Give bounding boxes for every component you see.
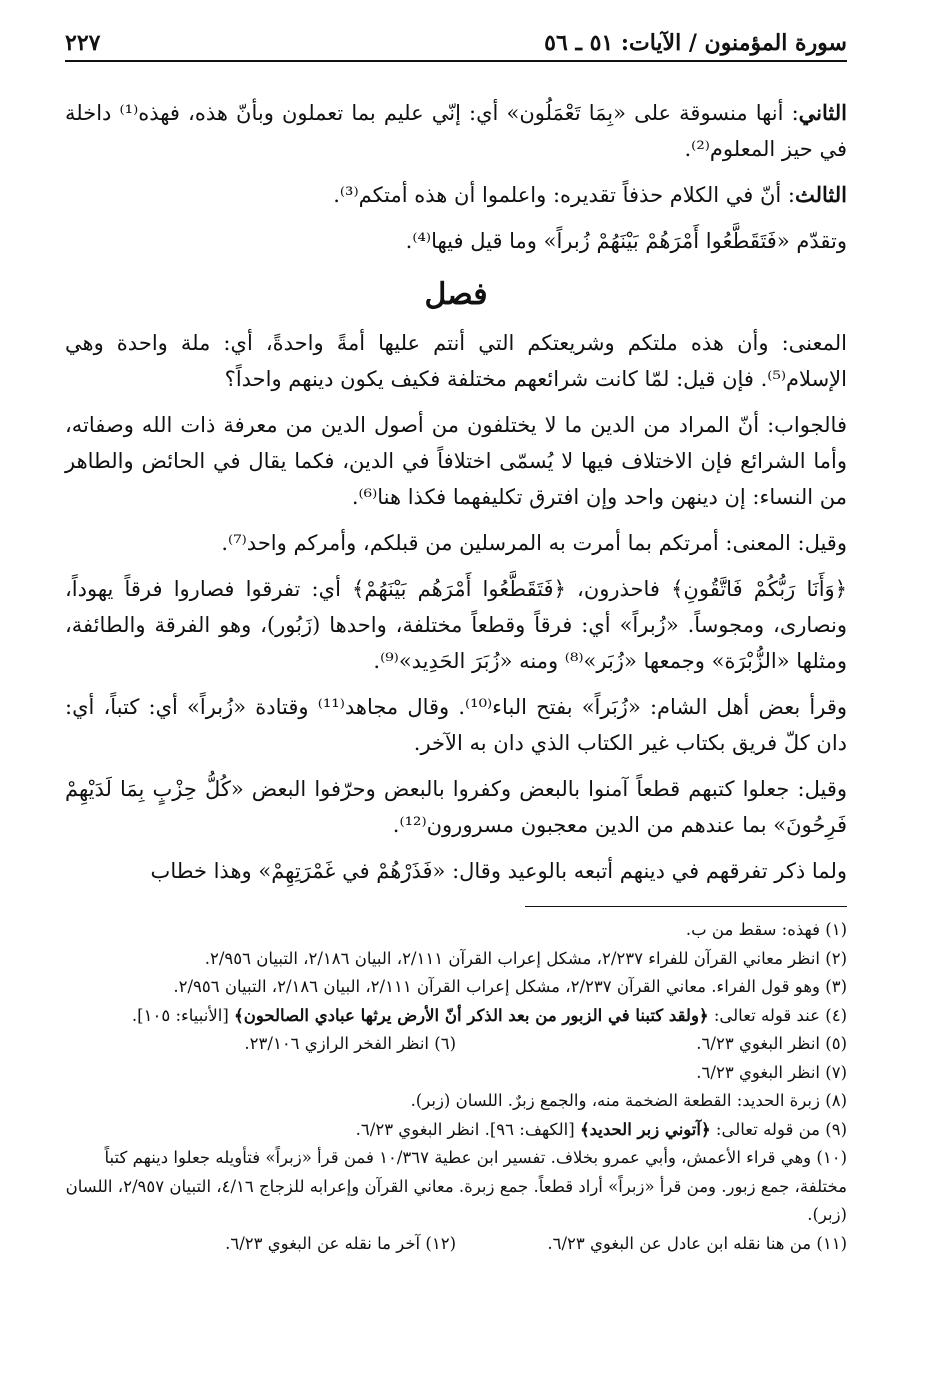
footnote-2: (٢) انظر معاني القرآن للفراء ٢/٢٣٧، مشكل إعراب القرآن ٢/١١١، البيان ٢/١٨٦، التبيان ٢/٩٥٦. — [204, 948, 847, 968]
footnote-quran-quote: ﴿ولقد كتبنا في الزبور من بعد الذكر أنّ الأرض يرثها عبادي الصالحون﴾ — [234, 1005, 709, 1025]
section-heading: فصل — [424, 277, 488, 312]
footnote-3: (٣) وهو قول الفراء. معاني القرآن ٢/٢٣٧، مشكل إعراب القرآن ٢/١١١، البيان ٢/١٨٦، التبيان ٢/٩٥٦. — [173, 977, 847, 996]
paragraph-text: : أنّ في الكلام حذفاً تقديره: واعلموا أن هذه أمتكم⁽³⁾. — [333, 183, 795, 207]
page-header — [65, 30, 847, 62]
footnote-8: (٨) زبرة الحديد: القطعة الضخمة منه، والجمع زبرٌ. اللسان (زبر). — [410, 1091, 847, 1110]
paragraph-8: وقرأ بعض أهل الشام: «زُبَراً» بفتح الباء⁽¹⁰⁾. وقال مجاهد⁽¹¹⁾ وقتادة «زُبراً» أي: كتباً، أي: دان كلّ فريق بكتاب غير الكتاب الذي دان به الآخر. — [65, 695, 847, 755]
footnote-6: (٦) انظر الفخر الرازي ٢٣/١٠٦. — [244, 1034, 456, 1053]
paragraph-4: المعنى: وأن هذه ملتكم وشريعتكم التي أنتم عليها أمةً واحدةً، أي: ملة واحدة وهي الإسلام⁽⁵⁾. فإن قيل: لمّا كانت شرائعهم مختلفة فكيف يكون دينهم واحداً؟ — [65, 331, 847, 391]
paragraph-7: ﴿وَأَنَا رَبُّكُمْ فَاتَّقُونِ﴾ فاحذرون، ﴿فَتَقَطَّعُوا أَمْرَهُم بَيْنَهُمْ﴾ أي: تفرقوا فصاروا فرقاً يهوداً، ونصارى، ومجوساً. «زُبراً» أي: فرقاً وقطعاً مختلفة، واحدها (زَبُور)، وهو الفرقة والطائفة، ومثلها «الزُّبْرَة» وجمعها «زُبَر»⁽⁸⁾ ومنه «زُبَرَ الحَدِيد»⁽⁹⁾. — [65, 577, 847, 673]
paragraph-6: وقيل: المعنى: أمرتكم بما أمرت به المرسلين من قبلكم، وأمركم واحد⁽⁷⁾. — [221, 531, 847, 555]
paragraph-5: فالجواب: أنّ المراد من الدين ما لا يختلفون من أصول الدين من معرفة ذات الله وصفاته، وأما الشرائع فإن الاختلاف فيها لا يُسمّى اختلافاً في الدين، فكما يقال في الحائض والطاهر من النساء: إن دينهن واحد وإن افترق تكليفهما فكذا هنا⁽⁶⁾. — [65, 413, 847, 509]
paragraph-text: : أنها منسوقة على «بِمَا تَعْمَلُون» أي: إنّي عليم بما تعملون وبأنّ هذه، فهذه⁽¹⁾ داخلة في حيز المعلوم⁽²⁾. — [65, 101, 847, 161]
paragraph-9: وقيل: جعلوا كتبهم قطعاً آمنوا بالبعض وكفروا بالبعض وحرّفوا البعض «كُلُّ حِزْبٍ بِمَا لَدَيْهِمْ فَرِحُونَ» بما عندهم من الدين معجبون مسرورون⁽¹²⁾. — [65, 777, 847, 837]
footnote-11: (١١) من هنا نقله ابن عادل عن البغوي ٦/٢٣. — [547, 1233, 847, 1253]
footnote-text: (٩) من قوله تعالى: — [710, 1119, 847, 1139]
paragraph-10: ولما ذكر تفرقهم في دينهم أتبعه بالوعيد وقال: «فَذَرْهُمْ في غَمْرَتِهِمْ» وهذا خطاب — [150, 859, 847, 883]
footnote-row-5-6 — [65, 1030, 847, 1059]
footnote-1: (١) فهذه: سقط من ب. — [685, 920, 847, 939]
footnote-4 — [65, 1002, 847, 1031]
paragraph-1 — [65, 95, 847, 167]
footnote-row-11-12 — [65, 1230, 847, 1259]
paragraph-label: الثالث — [795, 182, 847, 207]
footnote-7: (٧) انظر البغوي ٦/٢٣. — [696, 1062, 847, 1082]
paragraph-3: وتقدّم «فَتَقَطَّعُوا أَمْرَهُمْ بَيْنَهُمْ زُبراً» وما قيل فيها⁽⁴⁾. — [405, 229, 847, 253]
paragraph-label: الثاني — [798, 100, 847, 125]
main-text — [65, 95, 847, 899]
footnote-separator — [525, 906, 847, 907]
footnote-12: (١٢) آخر ما نقله عن البغوي ٦/٢٣. — [225, 1233, 456, 1253]
footnote-text: [الكهف: ٩٦]. انظر البغوي ٦/٢٣. — [355, 1119, 580, 1139]
footnote-5: (٥) انظر البغوي ٦/٢٣. — [696, 1034, 847, 1053]
paragraph-2 — [65, 177, 847, 213]
footnote-9 — [65, 1116, 847, 1145]
footnotes — [65, 916, 847, 1258]
footnote-10: (١٠) وهي قراء الأعمش، وأبي عمرو بخلاف. تفسير ابن عطية ١٠/٣٦٧ فمن قرأ «زبراً» فتأويله جعلوا دينهم كتباً مختلفة، جمع زبور. ومن قرأ «زبراً» أراد قطعاً. جمع زبرة. معاني القرآن وإعرابه للزجاج ٤/١٦، التبيان ٢/٩٥٧، اللسان (زبر). — [65, 1148, 847, 1224]
footnote-quran-quote: ﴿آتوني زبر الحديد﴾ — [579, 1119, 711, 1139]
footnote-text: (٤) عند قوله تعالى: — [708, 1005, 847, 1025]
page-number: ٢٢٧ — [65, 30, 101, 56]
running-title: سورة المؤمنون / الآيات: ٥١ ـ ٥٦ — [544, 30, 847, 56]
footnote-text: [الأنبياء: ١٠٥]. — [131, 1005, 235, 1025]
